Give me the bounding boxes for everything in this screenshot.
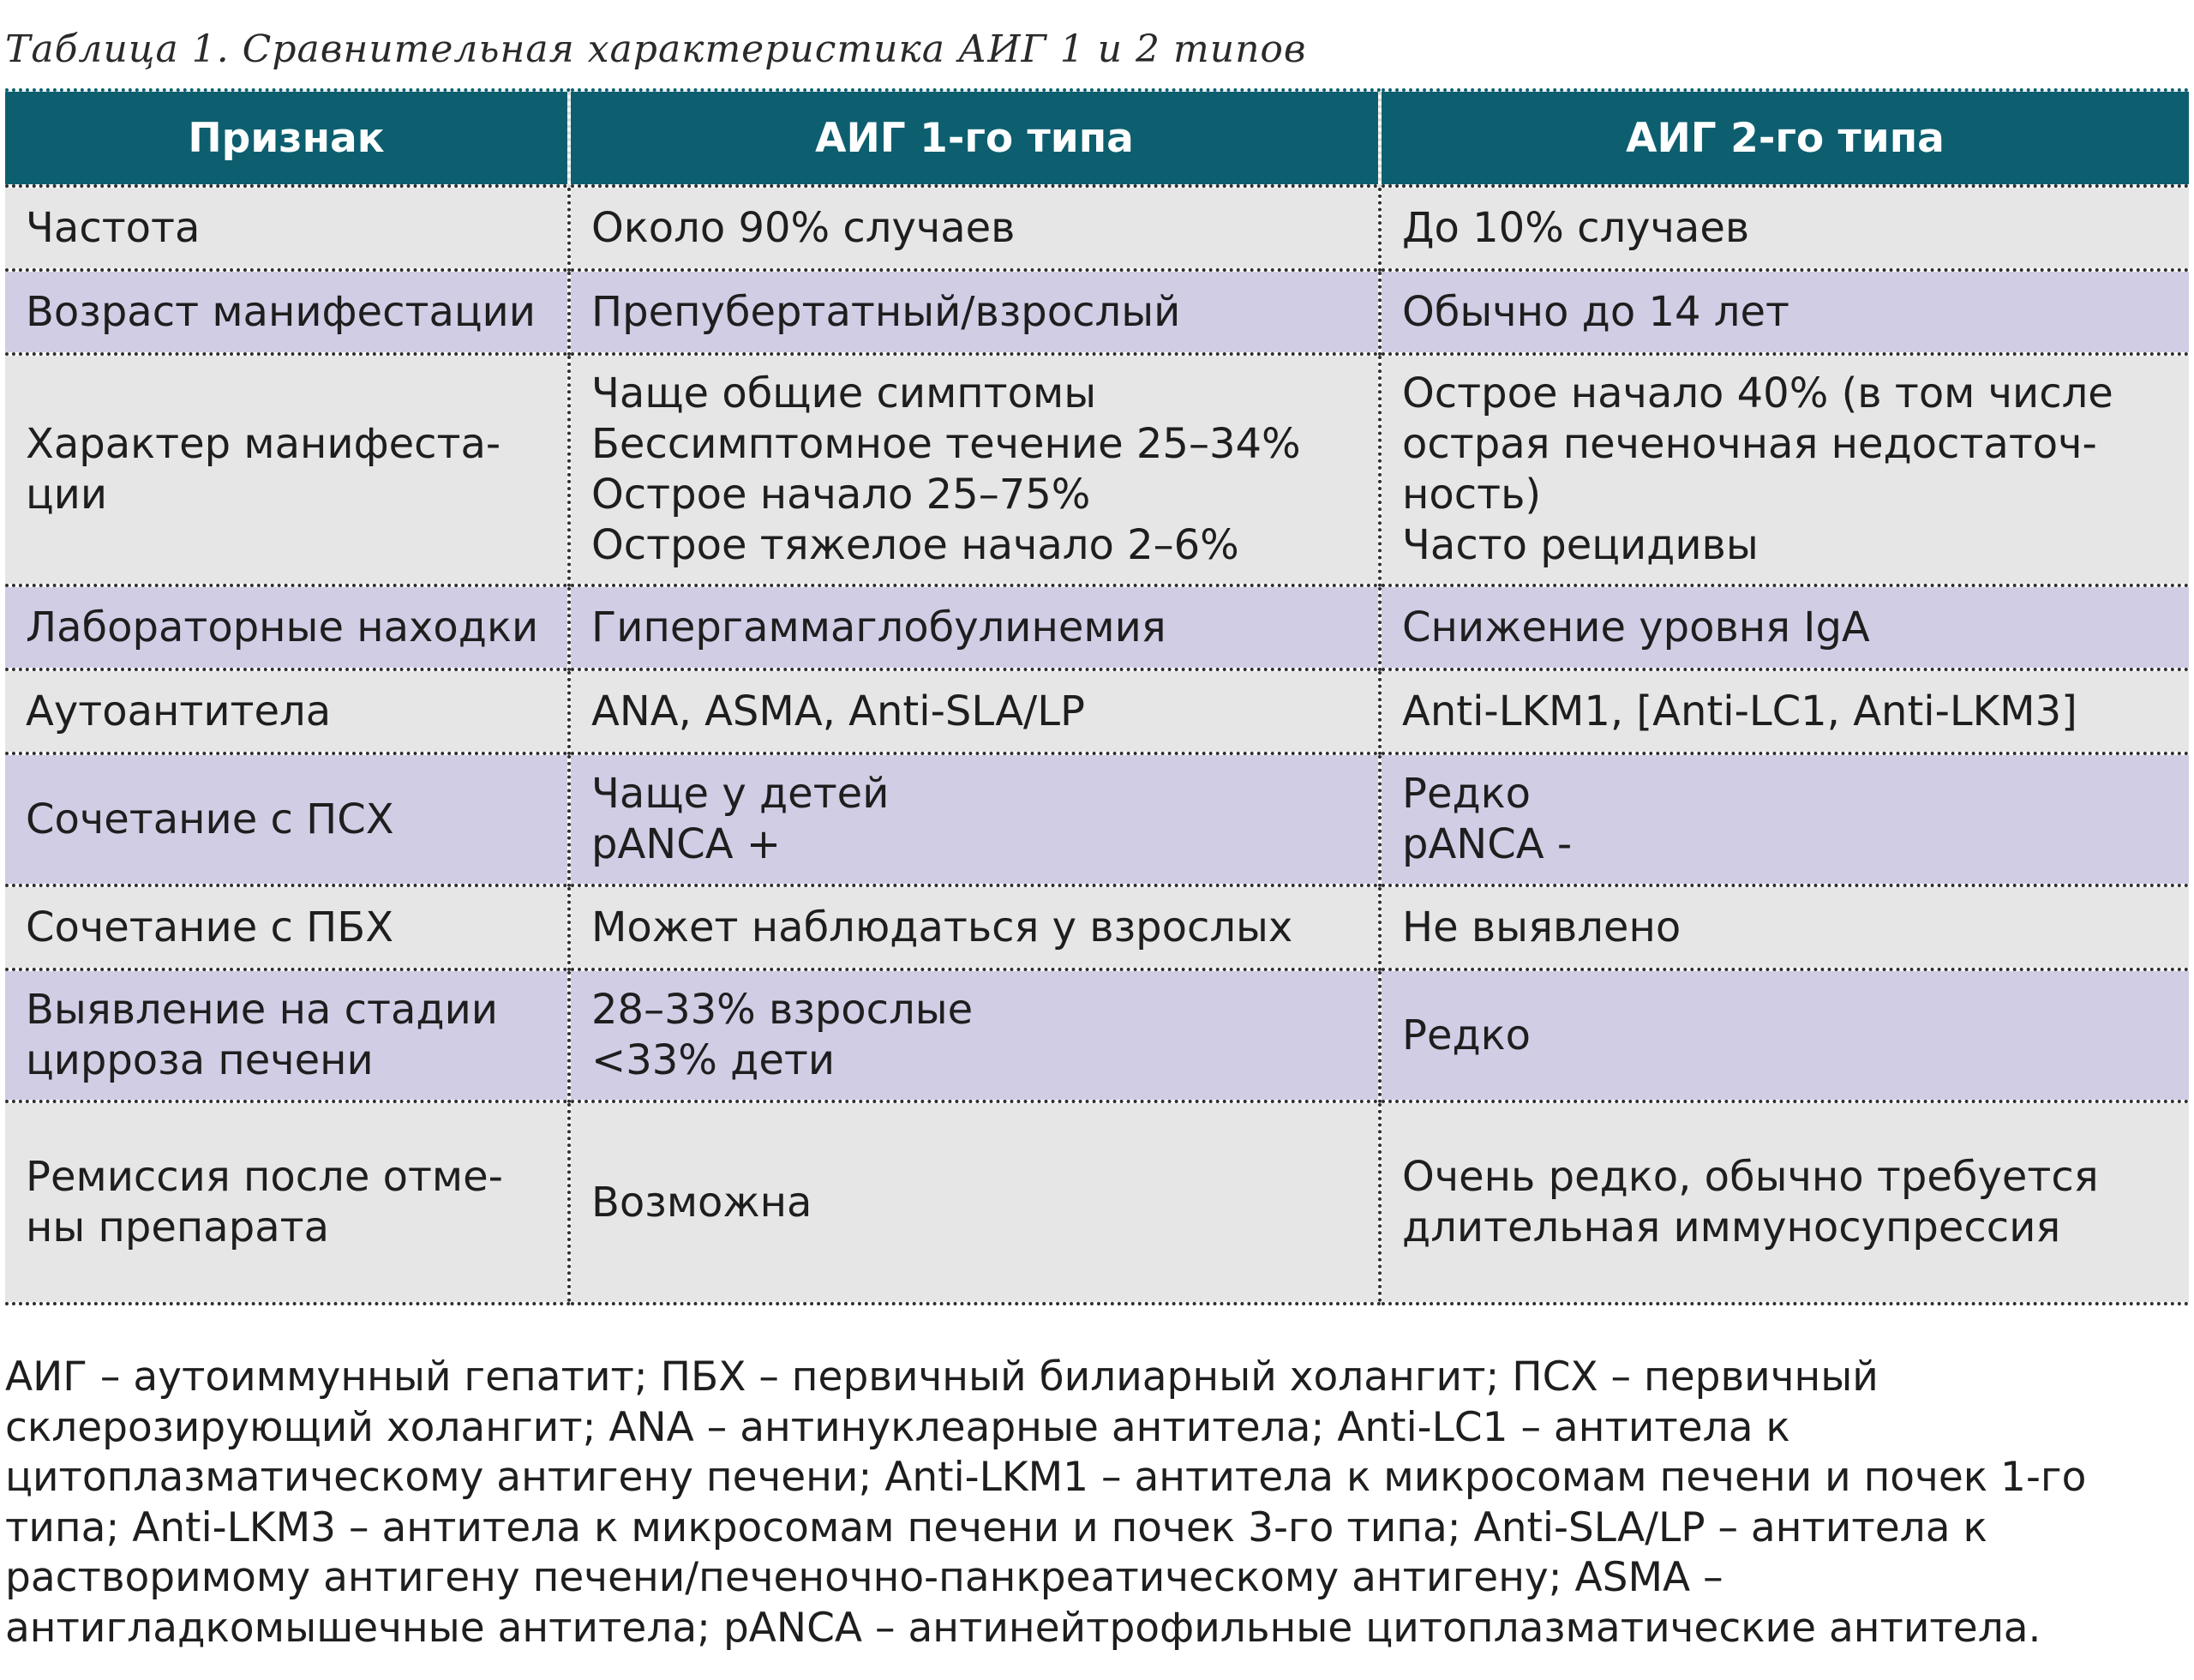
table-row <box>5 186 2189 270</box>
cell-feature: Сочетание с ПБХ <box>5 885 569 969</box>
cell-type-1: Гипергаммаглобулинемия <box>569 585 1380 669</box>
cell-feature: Лабораторные находки <box>5 585 569 669</box>
cell-type-1: Чаще общие симптомы Бессимптомное течение 25–34% Острое начало 25–75% Острое тяжелое начало 2–6% <box>569 354 1380 585</box>
table-row <box>5 885 2189 969</box>
cell-type-2: Снижение уровня IgA <box>1380 585 2189 669</box>
table-row <box>5 585 2189 669</box>
cell-type-1: ANA, ASMA, Anti-SLA/LP <box>569 669 1380 753</box>
header-feature: Признак <box>5 90 569 186</box>
table-caption: Таблица 1. Сравнительная характеристика АИГ 1 и 2 типов <box>5 27 1307 71</box>
cell-type-2: Не выявлено <box>1380 885 2189 969</box>
cell-feature: Аутоантитела <box>5 669 569 753</box>
table-row <box>5 969 2189 1101</box>
cell-type-1: Может наблюдаться у взрослых <box>569 885 1380 969</box>
header-type-2: АИГ 2-го типа <box>1380 90 2189 186</box>
cell-type-1: Около 90% случаев <box>569 186 1380 270</box>
cell-type-2: Обычно до 14 лет <box>1380 270 2189 354</box>
header-type-1: АИГ 1-го типа <box>569 90 1380 186</box>
cell-type-2: До 10% случаев <box>1380 186 2189 270</box>
table-row <box>5 354 2189 585</box>
cell-feature: Выявление на стадии цирроза печени <box>5 969 569 1101</box>
cell-type-1: 28–33% взрослые <33% дети <box>569 969 1380 1101</box>
cell-feature: Характер манифеста- ции <box>5 354 569 585</box>
cell-type-2: Острое начало 40% (в том числе острая печеночная недостаточ- ность) Часто рецидивы <box>1380 354 2189 585</box>
cell-feature: Частота <box>5 186 569 270</box>
cell-feature: Возраст манифестации <box>5 270 569 354</box>
table-row <box>5 753 2189 885</box>
cell-type-2: Редко <box>1380 969 2189 1101</box>
cell-type-2: Очень редко, обычно требуется длительная иммуносупрессия <box>1380 1101 2189 1304</box>
table-row <box>5 669 2189 753</box>
comparison-table <box>5 88 2189 1305</box>
table-row <box>5 1101 2189 1304</box>
cell-type-1: Чаще у детей pANCA + <box>569 753 1380 885</box>
table-header-row <box>5 90 2189 186</box>
abbreviations-footnote: АИГ – аутоиммунный гепатит; ПБХ – первичный билиарный холангит; ПСХ – первичный склерозирующий холангит; ANA – антинуклеарные антитела; Anti-LC1 – антитела к цитоплазматическому антигену печени; Anti-LKM1 – антитела к микросомам печени и почек 1-го типа; Anti-LKM3 – антитела к микросомам печени и почек 3-го типа; Anti-SLA/LP – антитела к растворимому антигену печени/печеночно-панкреатическому антигену; ASMA – антигладкомышечные антитела; pANCA – антинейтрофильные цитоплазматические антитела. <box>5 1353 2087 1652</box>
table-row <box>5 270 2189 354</box>
cell-type-2: Anti-LKM1, [Anti-LC1, Anti-LKM3] <box>1380 669 2189 753</box>
cell-feature: Сочетание с ПСХ <box>5 753 569 885</box>
cell-type-1: Возможна <box>569 1101 1380 1304</box>
cell-feature: Ремиссия после отме- ны препарата <box>5 1101 569 1304</box>
cell-type-1: Препубертатный/взрослый <box>569 270 1380 354</box>
cell-type-2: Редко pANCA - <box>1380 753 2189 885</box>
